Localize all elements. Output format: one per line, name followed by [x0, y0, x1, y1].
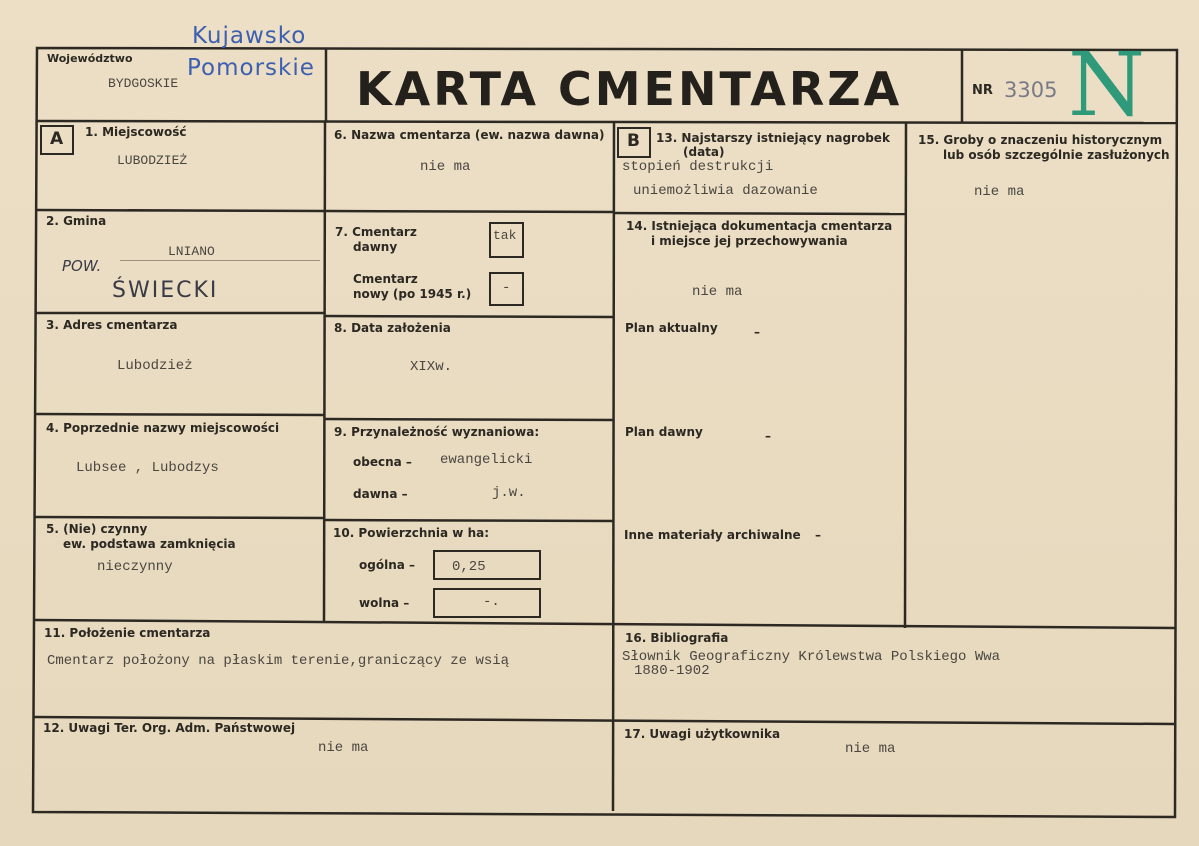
field-13-label-2: (data)	[683, 145, 725, 159]
field-11-value: Cmentarz położony na płaskim terenie,graniczący ze wsią	[47, 653, 510, 669]
field-15-value: nie ma	[974, 184, 1025, 200]
field-16-label: 16. Bibliografia	[625, 631, 729, 645]
field-2-label: 2. Gmina	[46, 214, 107, 228]
stamp-line2: Pomorskie	[187, 55, 315, 81]
field-10-wolna-value: -.	[483, 594, 500, 610]
field-7-dawny-label-1: 7. Cmentarz	[335, 225, 417, 239]
field-16-value-1: Słownik Geograficzny Królewstwa Polskiego Wwa	[622, 649, 1001, 665]
field-9-dawna-label: dawna –	[353, 487, 408, 501]
field-13-value-2: uniemożliwia dazowanie	[633, 183, 818, 199]
field-10-ogolna-value: 0,25	[452, 559, 486, 575]
field-10-wolna-label: wolna –	[359, 596, 410, 610]
nr-value: 3305	[1004, 78, 1058, 102]
field-13-value-1: stopień destrukcji	[622, 159, 774, 175]
field-12-value: nie ma	[318, 740, 369, 756]
field-7-nowy-value: -	[502, 280, 511, 296]
field-1-value: LUBODZIEŻ	[117, 153, 188, 168]
field-9-dawna-value: j.w.	[492, 485, 526, 501]
nr-mark: N	[1068, 33, 1145, 136]
field-6-label: 6. Nazwa cmentarza (ew. nazwa dawna)	[334, 128, 605, 142]
field-17-value: nie ma	[845, 741, 896, 757]
field-9-label: 9. Przynależność wyznaniowa:	[334, 425, 540, 439]
inne-materialy-value: –	[815, 528, 821, 542]
field-9-obecna-value: ewangelicki	[440, 452, 533, 468]
field-10-ogolna-box	[433, 550, 541, 580]
field-5-value: nieczynny	[97, 559, 173, 575]
field-1-label: 1. Miejscowość	[85, 125, 187, 139]
field-14-value: nie ma	[692, 284, 743, 300]
field-2-underline	[120, 260, 320, 261]
field-10-label: 10. Powierzchnia w ha:	[333, 526, 490, 540]
section-a-box	[40, 125, 74, 155]
field-15-label-2: lub osób szczególnie zasłużonych	[943, 148, 1170, 162]
stamp-line1: Kujawsko	[192, 23, 307, 49]
field-9-obecna-label: obecna –	[353, 455, 412, 469]
field-6-value: nie ma	[420, 159, 471, 175]
field-14-label-2: i miejsce jej przechowywania	[651, 234, 848, 248]
field-15-label-1: 15. Groby o znaczeniu historycznym	[918, 133, 1163, 147]
wojewodztwo-label: Województwo	[47, 52, 133, 65]
plan-dawny-label: Plan dawny	[625, 425, 703, 439]
field-12-label: 12. Uwagi Ter. Org. Adm. Państwowej	[43, 721, 296, 735]
section-a-letter: A	[50, 129, 64, 149]
field-5-label-2: ew. podstawa zamknięcia	[63, 537, 236, 551]
field-14-label-1: 14. Istniejąca dokumentacja cmentarza	[626, 219, 893, 233]
plan-aktualny-value: –	[754, 325, 760, 339]
field-3-value: Lubodzież	[117, 358, 193, 374]
nr-label: NR	[972, 83, 993, 98]
pow-value: ŚWIECKI	[112, 278, 219, 303]
field-7-dawny-value: tak	[493, 228, 517, 243]
field-7-nowy-label-2: nowy (po 1945 r.)	[353, 287, 472, 301]
field-10-ogolna-label: ogólna –	[359, 558, 416, 572]
section-b-box	[617, 127, 651, 158]
section-b-letter: B	[627, 131, 640, 151]
field-4-value: Lubsee , Lubodzys	[76, 460, 219, 476]
field-10-wolna-box	[433, 588, 541, 618]
inne-materialy-label: Inne materiały archiwalne	[624, 528, 801, 542]
wojewodztwo-value: BYDGOSKIE	[108, 76, 179, 91]
field-7-dawny-box	[489, 222, 524, 258]
field-7-dawny-label-2: dawny	[353, 240, 398, 254]
field-7-nowy-label-1: Cmentarz	[353, 272, 418, 286]
field-7-nowy-box	[489, 272, 524, 306]
field-8-value: XIXw.	[410, 359, 453, 375]
field-5-label-1: 5. (Nie) czynny	[46, 522, 148, 536]
plan-dawny-value: –	[765, 429, 771, 443]
field-8-label: 8. Data założenia	[334, 321, 451, 335]
field-17-label: 17. Uwagi użytkownika	[624, 727, 781, 741]
plan-aktualny-label: Plan aktualny	[625, 321, 718, 335]
field-11-label: 11. Położenie cmentarza	[44, 626, 211, 640]
field-13-label-1: 13. Najstarszy istniejący nagrobek	[656, 131, 890, 145]
page-title: KARTA CMENTARZA	[356, 62, 903, 116]
field-2-value: LNIANO	[168, 244, 215, 259]
field-4-label: 4. Poprzednie nazwy miejscowości	[46, 421, 280, 435]
field-16-value-2: 1880-1902	[634, 663, 710, 679]
pow-label: POW.	[62, 257, 102, 275]
field-3-label: 3. Adres cmentarza	[46, 318, 178, 332]
